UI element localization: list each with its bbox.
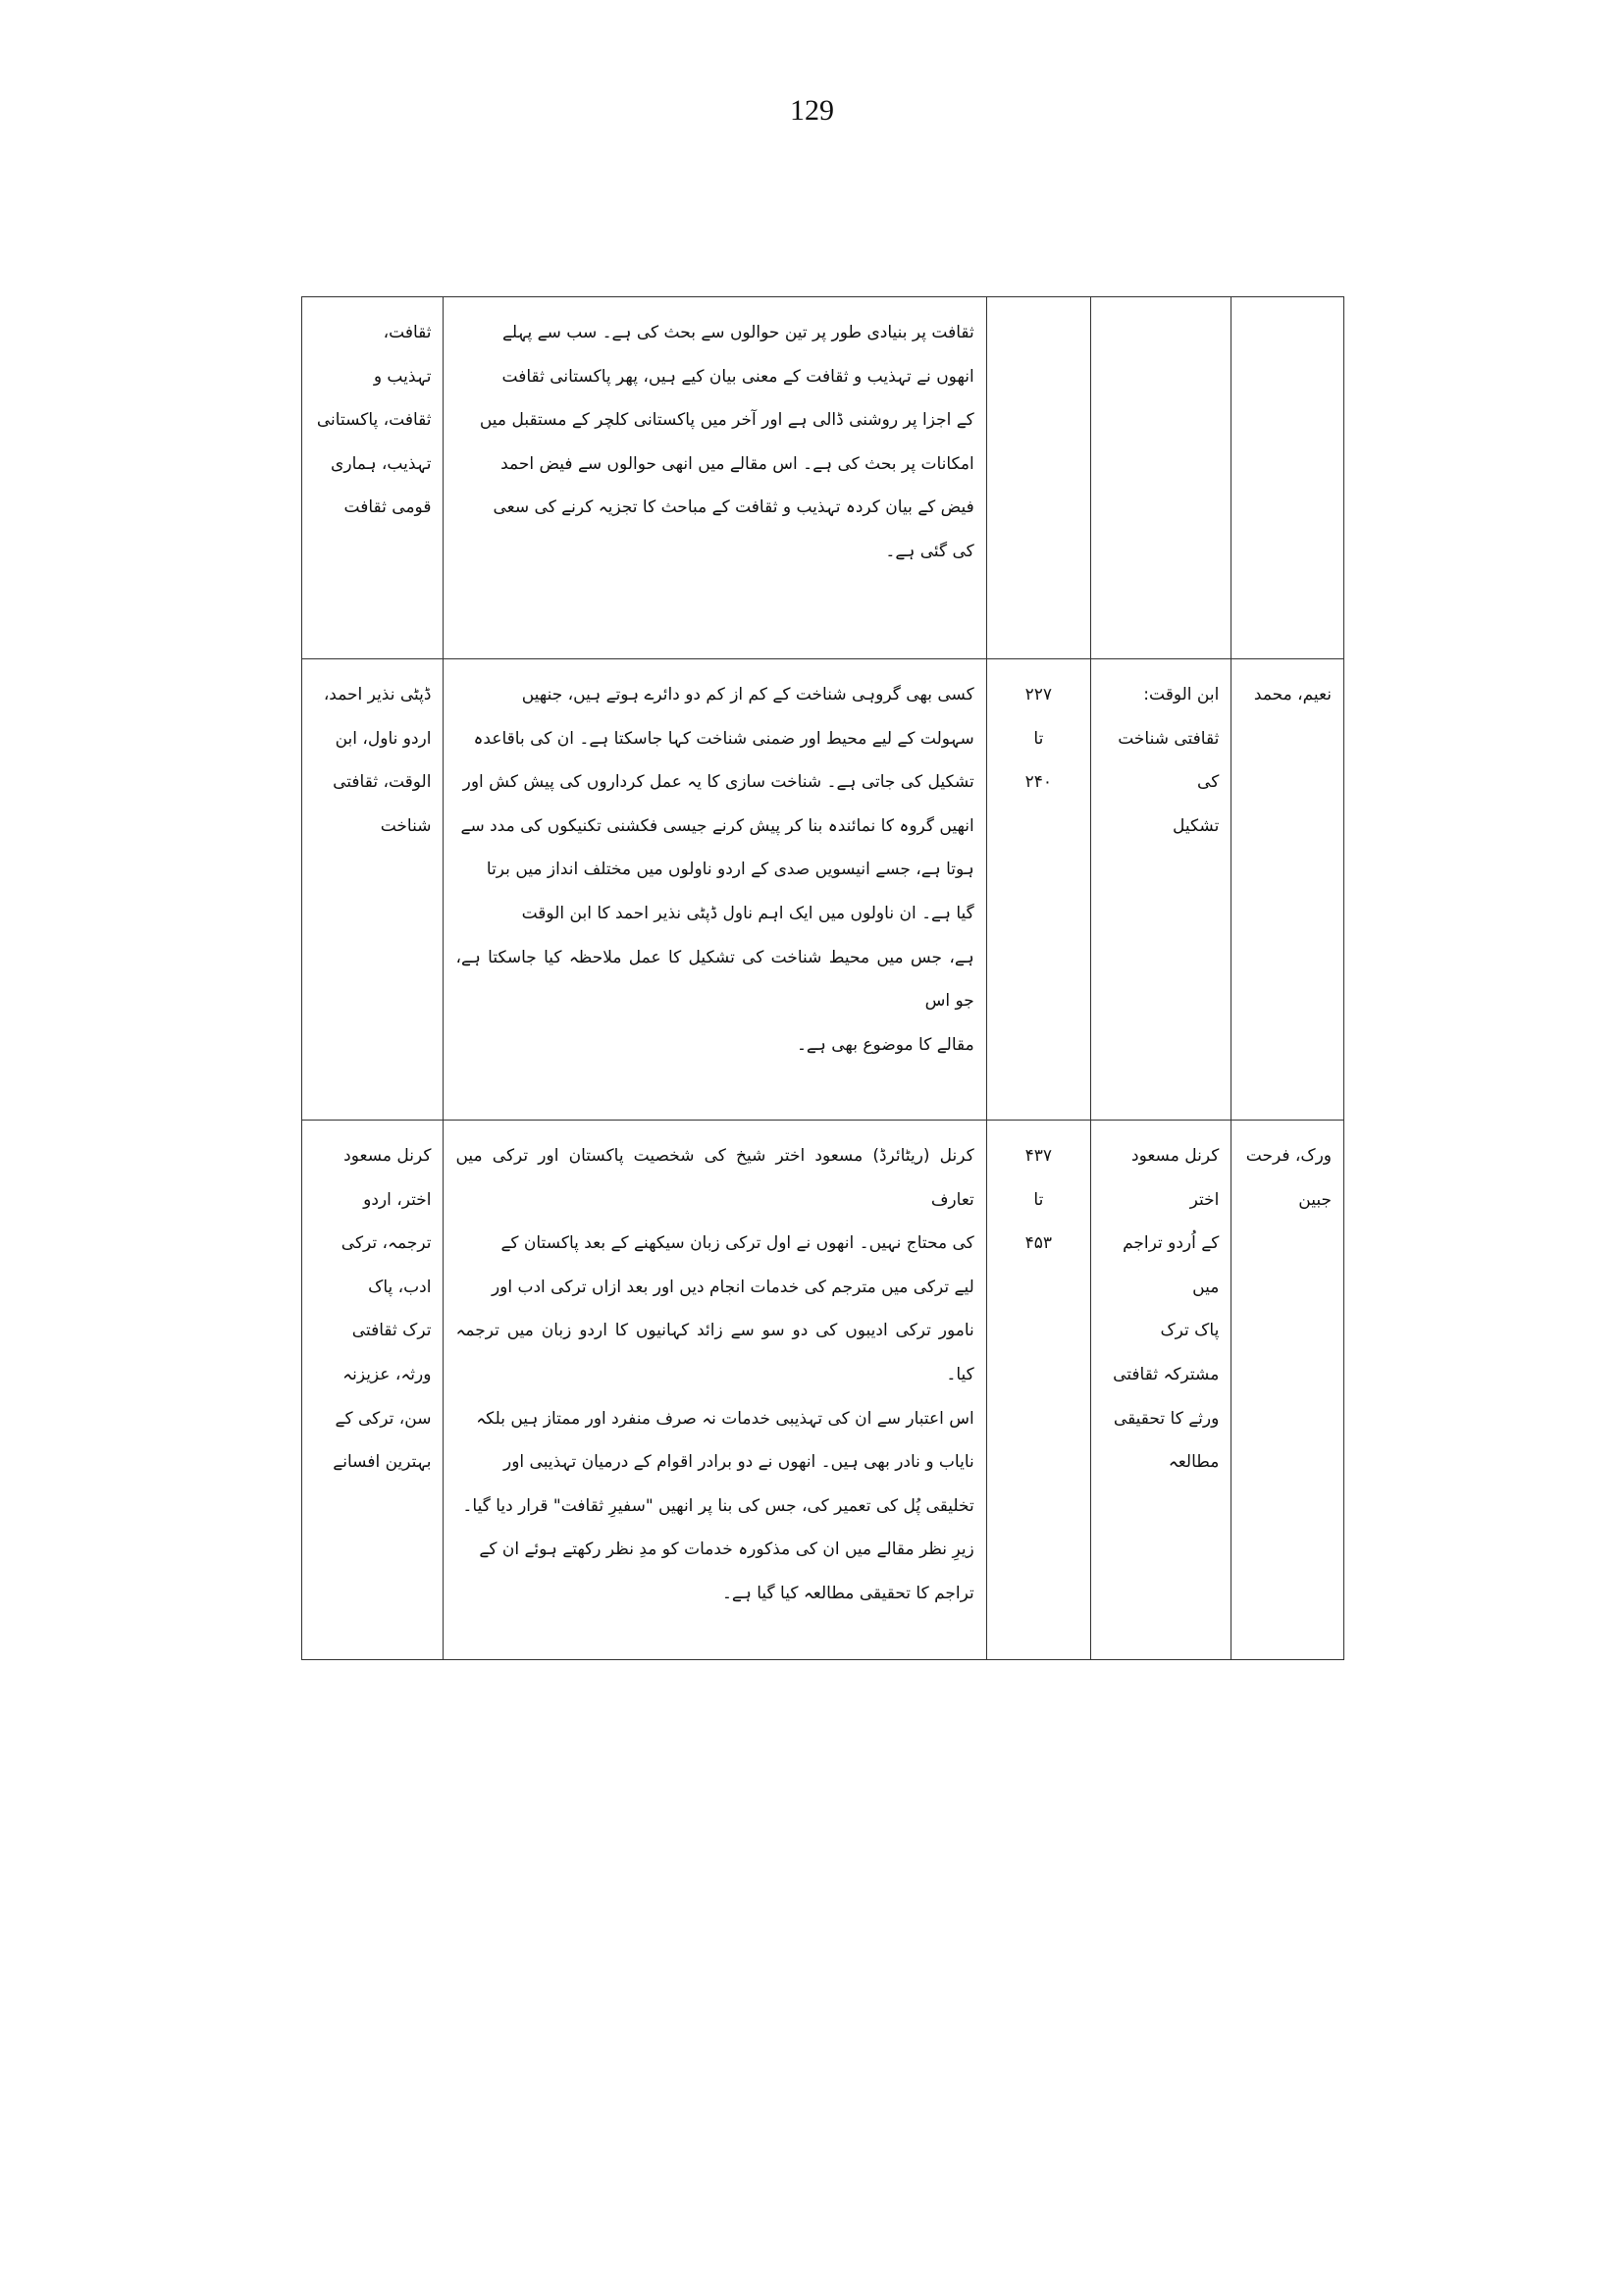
author-line: جبین bbox=[1298, 1189, 1332, 1210]
abstract-line: انھوں نے تہذیب و ثقافت کے معنی بیان کیے ہیں، پھر پاکستانی ثقافت bbox=[501, 366, 974, 387]
title-line: مطالعہ bbox=[1168, 1452, 1220, 1473]
abstract-line: نامور ترکی ادیبوں کی دو سو سے زائد کہانیوں کا اردو زبان میں ترجمہ کیا۔ bbox=[455, 1321, 974, 1384]
keywords-cell bbox=[302, 659, 444, 1121]
abstract-cell bbox=[444, 659, 986, 1121]
keywords-line: ثقافت، bbox=[383, 323, 432, 342]
abstract-line: تراجم کا تحقیقی مطالعہ کیا گیا ہے۔ bbox=[721, 1583, 974, 1603]
abstract-line: گیا ہے۔ ان ناولوں میں ایک اہم ناول ڈپٹی نذیر احمد کا ابن الوقت bbox=[521, 903, 974, 923]
keywords-cell bbox=[302, 1121, 444, 1660]
keywords-line: سن، ترکی کے bbox=[335, 1408, 432, 1429]
keywords-line: اردو ناول، ابن bbox=[335, 728, 432, 749]
pages-cell bbox=[986, 659, 1090, 1121]
keywords-cell bbox=[302, 297, 444, 659]
abstract-line: کی گئی ہے۔ bbox=[885, 541, 974, 561]
author-line: ورک، فرحت bbox=[1245, 1146, 1332, 1166]
abstract-cell bbox=[444, 1121, 986, 1660]
abstract-line: ہوتا ہے، جسے انیسویں صدی کے اردو ناولوں میں مختلف انداز میں برتا bbox=[486, 860, 974, 880]
abstract-line: فیض کے بیان کردہ تہذیب و ثقافت کے مباحث کا تجزیہ کرنے کی سعی bbox=[493, 497, 974, 518]
pages-line: تا bbox=[1033, 1189, 1044, 1210]
title-line: پاک ترک bbox=[1160, 1321, 1220, 1341]
abstract-line: تخلیقی پُل کی تعمیر کی، جس کی بنا پر انھیں "سفیرِ ثقافت" قرار دیا گیا۔ bbox=[462, 1495, 974, 1516]
keywords-line: تہذیب، ہماری bbox=[331, 453, 432, 474]
abstract-line: ثقافت پر بنیادی طور پر تین حوالوں سے بحث کی ہے۔ سب سے پہلے bbox=[501, 323, 974, 342]
abstract-cell bbox=[444, 297, 986, 659]
title-line: مشترکہ ثقافتی bbox=[1113, 1364, 1220, 1384]
bibliography-table bbox=[301, 296, 1344, 1660]
keywords-line: اختر، اردو bbox=[363, 1189, 432, 1210]
pages-line: ۴۵۳ bbox=[1024, 1233, 1053, 1254]
abstract-line: کسی بھی گروہی شناخت کے کم از کم دو دائرے ہوتے ہیں، جنھیں bbox=[521, 685, 974, 704]
title-line: کے اُردو تراجم میں bbox=[1123, 1233, 1220, 1297]
keywords-line: ترجمہ، ترکی bbox=[341, 1233, 432, 1254]
keywords-line: قومی ثقافت bbox=[343, 497, 432, 518]
keywords-line: بہترین افسانے bbox=[333, 1452, 432, 1473]
author-cell bbox=[1231, 659, 1344, 1121]
keywords-line: ادب، پاک bbox=[368, 1277, 432, 1297]
abstract-line: مقالے کا موضوع بھی ہے۔ bbox=[796, 1034, 974, 1055]
pages-line: ۲۲۷ bbox=[1024, 685, 1053, 704]
keywords-line: تہذیب و bbox=[373, 366, 432, 387]
abstract-line: کی محتاج نہیں۔ انھوں نے اول ترکی زبان سیکھنے کے بعد پاکستان کے bbox=[500, 1233, 974, 1254]
abstract-line: امکانات پر بحث کی ہے۔ اس مقالے میں انھی حوالوں سے فیض احمد bbox=[500, 453, 974, 474]
title-line: ورثے کا تحقیقی bbox=[1113, 1408, 1220, 1429]
author-line: نعیم، محمد bbox=[1253, 685, 1332, 704]
abstract-line: تشکیل کی جاتی ہے۔ شناخت سازی کا یہ عمل کرداروں کی پیش کش اور bbox=[462, 772, 974, 793]
bibliography-table-body bbox=[302, 297, 1344, 1660]
pages-line: ۲۴۰ bbox=[1024, 772, 1053, 793]
abstract-line: زیرِ نظر مقالے میں ان کی مذکورہ خدمات کو مدِ نظر رکھتے ہوئے ان کے bbox=[479, 1539, 974, 1560]
title-cell bbox=[1090, 297, 1231, 659]
abstract-line: ہے، جس میں محیط شناخت کی تشکیل کا عمل ملاحظہ کیا جاسکتا ہے، جو اس bbox=[455, 947, 974, 1012]
keywords-line: کرنل مسعود bbox=[343, 1146, 432, 1166]
author-cell bbox=[1231, 297, 1344, 659]
table-row bbox=[302, 659, 1344, 1121]
title-cell bbox=[1090, 1121, 1231, 1660]
keywords-line: الوقت، ثقافتی bbox=[333, 772, 432, 793]
pages-line: ۴۳۷ bbox=[1024, 1146, 1053, 1166]
abstract-line: لیے ترکی میں مترجم کی خدمات انجام دیں اور بعد ازاں ترکی ادب اور bbox=[491, 1277, 974, 1297]
abstract-line: کے اجزا پر روشنی ڈالی ہے اور آخر میں پاکستانی کلچر کے مستقبل میں bbox=[479, 410, 974, 431]
abstract-line: کرنل (ریٹائرڈ) مسعود اختر شیخ کی شخصیت پاکستان اور ترکی میں تعارف bbox=[455, 1146, 974, 1210]
title-line: تشکیل bbox=[1173, 815, 1220, 836]
keywords-line: شناخت bbox=[380, 815, 432, 836]
pages-cell bbox=[986, 1121, 1090, 1660]
pages-line: تا bbox=[1033, 728, 1044, 749]
abstract-line: انھیں گروہ کا نمائندہ بنا کر پیش کرنے جیسی فکشنی تکنیکوں کی مدد سے bbox=[460, 815, 974, 836]
title-line: ابن الوقت: bbox=[1143, 685, 1220, 704]
pages-cell bbox=[986, 297, 1090, 659]
table-row bbox=[302, 297, 1344, 659]
abstract-line: نایاب و نادر بھی ہیں۔ انھوں نے دو برادر اقوام کے درمیان تہذیبی اور bbox=[503, 1452, 974, 1473]
author-cell bbox=[1231, 1121, 1344, 1660]
keywords-line: ترک ثقافتی bbox=[351, 1321, 432, 1341]
keywords-line: ڈپٹی نذیر احمد، bbox=[323, 685, 432, 704]
keywords-line: ورثہ، عزیزنہ bbox=[342, 1364, 432, 1384]
abstract-line: اس اعتبار سے ان کی تہذیبی خدمات نہ صرف منفرد اور ممتاز ہیں بلکہ bbox=[476, 1408, 974, 1429]
title-line: ثقافتی شناخت کی bbox=[1118, 728, 1220, 793]
title-line: کرنل مسعود اختر bbox=[1131, 1146, 1220, 1210]
abstract-line: سہولت کے لیے محیط اور ضمنی شناخت کہا جاسکتا ہے۔ ان کی باقاعدہ bbox=[473, 728, 974, 749]
keywords-line: ثقافت، پاکستانی bbox=[316, 410, 432, 431]
page-number: 129 bbox=[790, 94, 834, 127]
title-cell bbox=[1090, 659, 1231, 1121]
table-row bbox=[302, 1121, 1344, 1660]
